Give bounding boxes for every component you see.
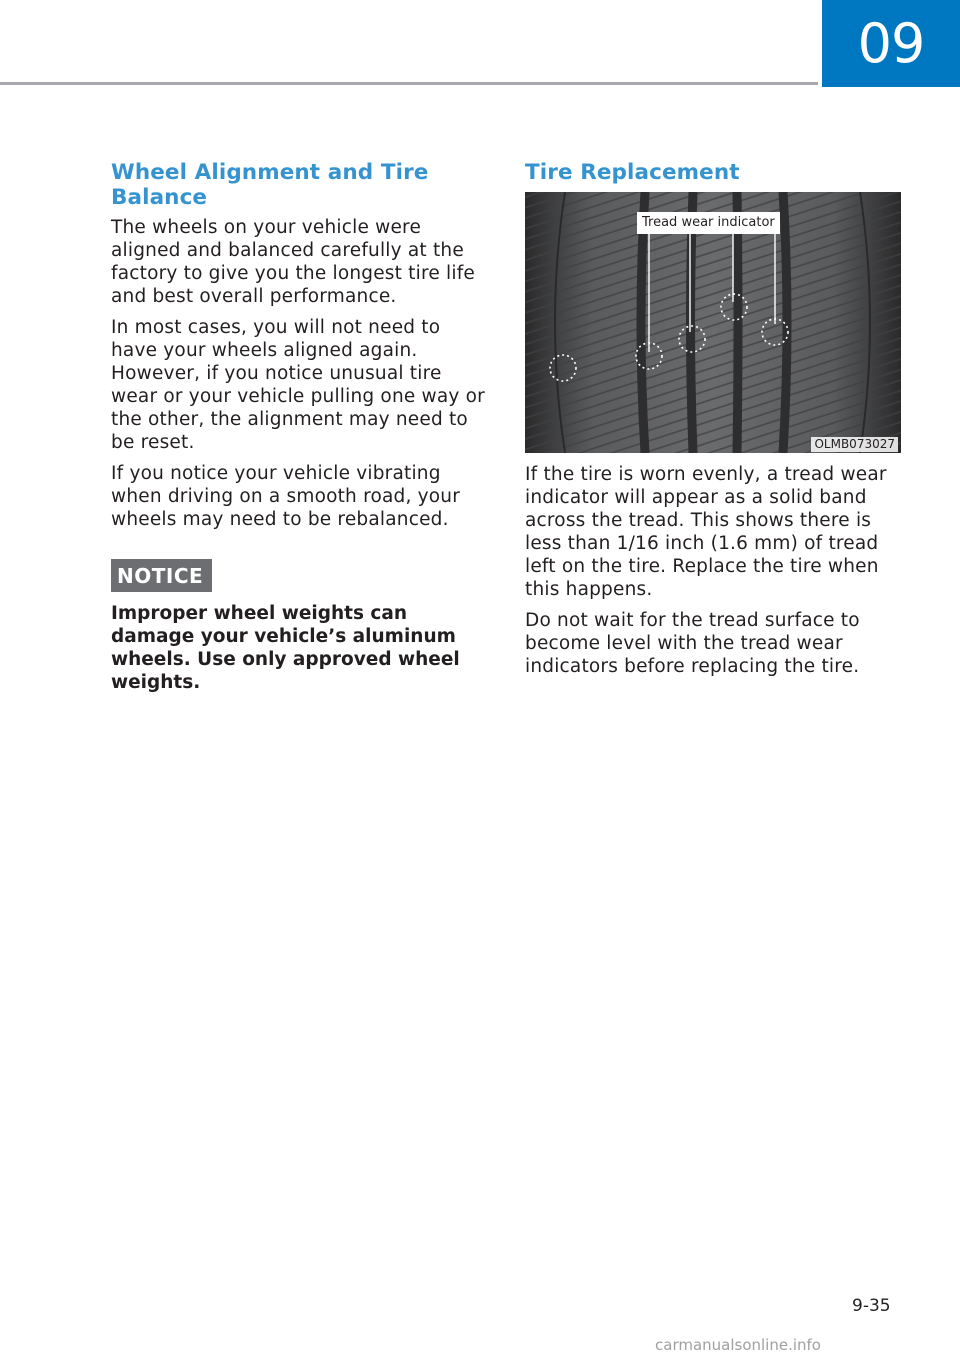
tread-wear-indicator-callout: Tread wear indicator: [637, 212, 780, 234]
paragraph: Do not wait for the tread surface to become level with the tread wear indicators before replacing the tire.: [525, 610, 860, 677]
paragraph: The wheels on your vehicle were aligned and balanced carefully at the factory to give you the longest tire life and best overall performance.: [111, 217, 475, 307]
paragraph: If you notice your vehicle vibrating when driving on a smooth road, your wheels may need to be rebalanced.: [111, 463, 461, 530]
paragraph: In most cases, you will not need to have your wheels aligned again. However, if you notice unusual tire wear or your vehicle pulling one way or the other, the alignment may need to be reset.: [111, 317, 485, 453]
figure-code: OLMB073027: [811, 437, 898, 452]
section-heading-tire-replacement: Tire Replacement: [525, 160, 740, 185]
left-column: [111, 160, 487, 694]
notice-badge: NOTICE: [111, 559, 212, 592]
section-heading-wheel-alignment: Wheel Alignment and Tire Balance: [111, 160, 429, 210]
chapter-tab: 09: [822, 0, 960, 87]
paragraph: If the tire is worn evenly, a tread wear indicator will appear as a solid band across the tread. This shows there is less than 1/16 inch (1.6 mm) of tread left on the tire. Replace the tire when this happens.: [525, 464, 887, 600]
page-number: 9-35: [852, 1296, 891, 1316]
right-column: [525, 160, 901, 686]
watermark: carmanualsonline.info: [655, 1336, 821, 1354]
header-rule: [0, 82, 818, 85]
tire-tread-figure: [525, 192, 901, 453]
notice-text: Improper wheel weights can damage your vehicle’s aluminum wheels. Use only approved wheel weights.: [111, 603, 460, 693]
